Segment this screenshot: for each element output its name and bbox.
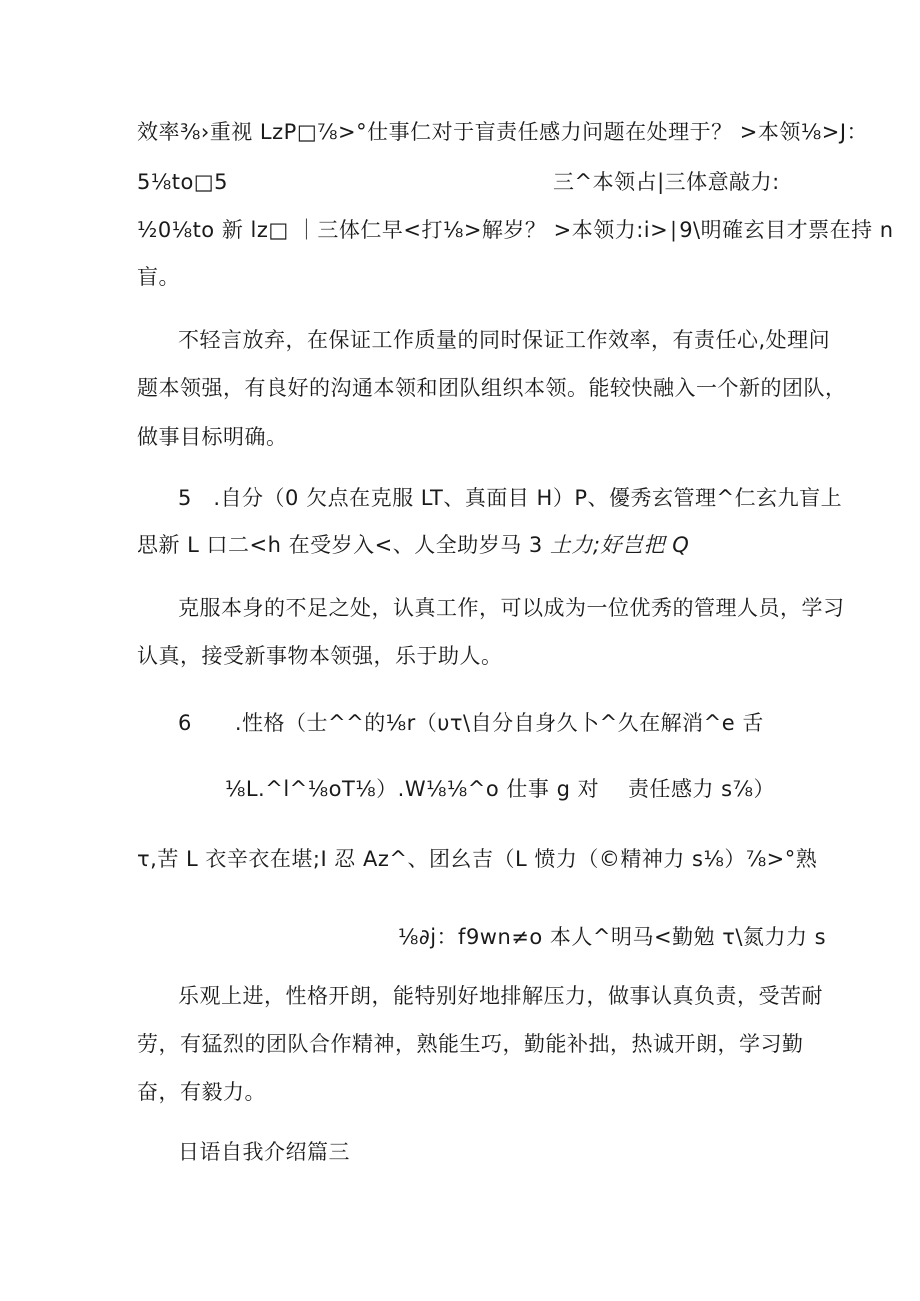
item-6-line-2a: ⅛L.^l^⅛oT⅛）.W⅛⅛^o 仕事 g 对 [225,777,600,801]
item-5-line-2 [137,531,689,559]
paragraph-2-line-1: 克服本身的不足之处，认真工作，可以成为一位优秀的管理人员，学习 [178,596,845,620]
item-5-line-2-prefix: 思新 L 口二<h 在受岁入<、人全助岁马 3 [137,533,550,557]
garbled-line-2b: 三^本领占|三体意敲力: [553,170,780,194]
paragraph-1-line-3: 做事目标明确。 [137,425,288,449]
garbled-line-4: 盲。 [137,265,180,289]
section-heading: 日语自我介绍篇三 [178,1140,350,1164]
paragraph-2-line-2: 认真，接受新事物本领强，乐于助人。 [137,644,503,668]
paragraph-3-line-2: 劳，有猛烈的团队合作精神，熟能生巧，勤能补拙，热诚开朗，学习勤 [137,1032,804,1056]
paragraph-3-line-3: 奋，有毅力。 [137,1080,266,1104]
garbled-line-3: ½0⅛to 新 lz□ ｜三体仁早<打⅛>解岁？ >本领力:i>∣9\明確玄目才票在持 n [137,218,894,242]
item-5-line-1: 5 .自分（0 欠点在克服 LT、真面目 H）P、優秀玄管理^仁玄九盲上 [178,486,843,510]
paragraph-3-line-1: 乐观上进，性格开朗，能特别好地排解压力，做事认真负责，受苦耐 [178,984,823,1008]
item-5-line-2-italic: 土力;好岂把 Q [549,533,690,557]
paragraph-1-line-2: 题本领强，有良好的沟通本领和团队组织本领。能较快融入一个新的团队， [137,376,847,400]
item-6-line-4: ⅛∂j：f9wn≠o 本人^明马<勤勉 τ\氮力力 s [398,925,827,949]
item-6-line-1: 6 .性格（士^^的⅛r（υτ\自分自身久卜^久在解消^e 舌 [178,711,764,735]
item-6-line-3: τ,苦 L 衣辛衣在堪;I 忍 Az^、团幺吉（L 愤力（©精神力 s⅛）⅞>°熟 [137,847,818,871]
item-6-line-2b: 责任感力 s⅞） [628,777,775,801]
paragraph-1-line-1: 不轻言放弃，在保证工作质量的同时保证工作效率，有责任心,处理问 [178,328,831,352]
garbled-line-2a: 5⅛to□5 [137,170,228,194]
garbled-line-1: 效率⅜›重视 LzP□⅞>°仕事仁对于盲责任感力问题在处理于？ >本领⅛>J： [137,120,869,144]
